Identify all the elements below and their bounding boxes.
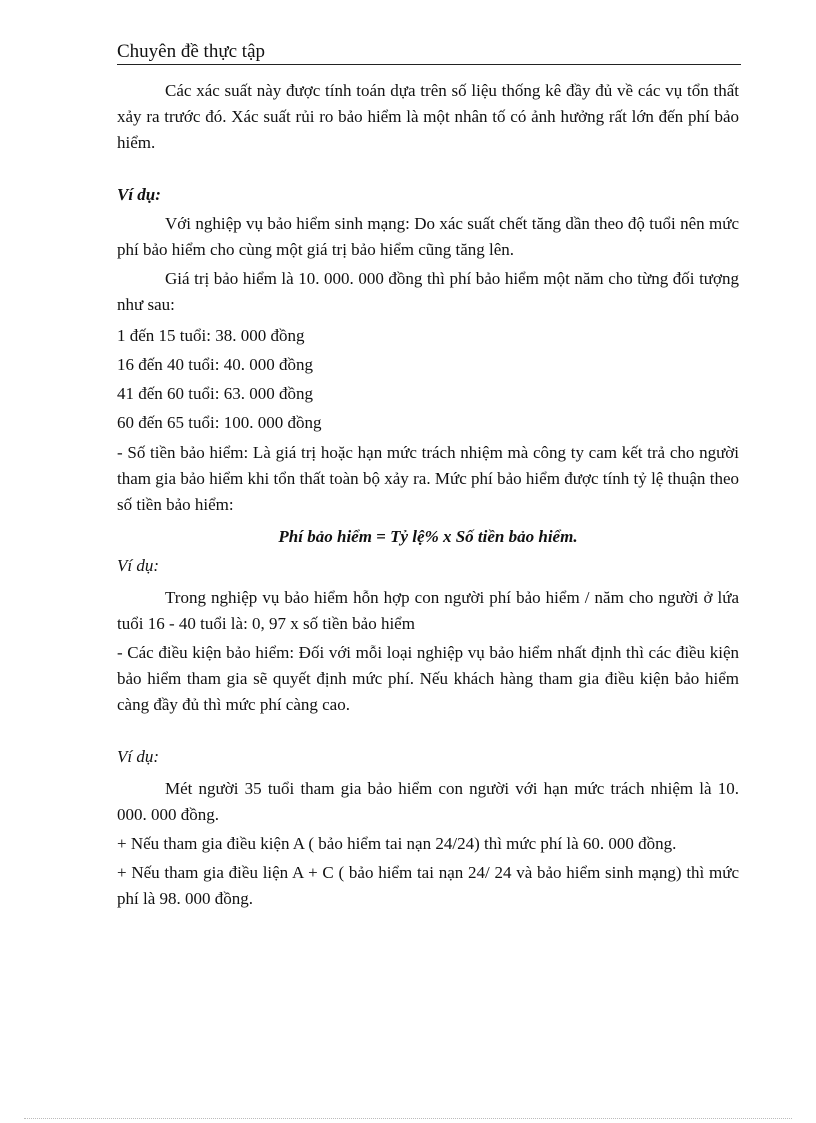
paragraph-condition-a: + Nếu tham gia điều kiện A ( bảo hiểm tai nạn 24/24) thì mức phí là 60. 000 đồng. (117, 834, 677, 853)
example-heading: Ví dụ: (117, 747, 160, 766)
age-premium-list (117, 321, 739, 437)
list-item: 60 đến 65 tuổi: 100. 000 đồng (117, 413, 322, 432)
list-item: 1 đến 15 tuổi: 38. 000 đồng (117, 326, 305, 345)
paragraph-mixed-insurance: Trong nghiệp vụ bảo hiểm hỗn hợp con người phí bảo hiểm / năm cho người ở lứa tuổi 16 - 40 tuổi là: 0, 97 x số tiền bảo hiểm (117, 588, 739, 633)
page-header: Chuyên đề thực tập (117, 40, 741, 65)
paragraph-sum-insured: - Số tiền bảo hiểm: Là giá trị hoặc hạn mức trách nhiệm mà công ty cam kết trả cho người tham gia bảo hiểm khi tổn thất toàn bộ xảy ra. Mức phí bảo hiểm được tính tỷ lệ thuận theo số tiền bảo hiểm: (117, 443, 739, 514)
paragraph-condition-ac: + Nếu tham gia điều liện A + C ( bảo hiểm tai nạn 24/ 24 và bảo hiểm sinh mạng) thì mức phí là 98. 000 đồng. (117, 863, 739, 908)
premium-formula: Phí bảo hiểm = Tỷ lệ% x Số tiền bảo hiểm. (278, 527, 578, 546)
paragraph-example-person: Mét người 35 tuổi tham gia bảo hiểm con người với hạn mức trách nhiệm là 10. 000. 000 đồng. (117, 779, 739, 824)
example-heading: Ví dụ: (117, 556, 160, 575)
paragraph-insured-value: Giá trị bảo hiểm là 10. 000. 000 đồng thì phí bảo hiểm một năm cho từng đối tượng như sau: (117, 269, 739, 314)
page-content (117, 78, 739, 912)
list-item: 41 đến 60 tuổi: 63. 000 đồng (117, 384, 313, 403)
example-heading: Ví dụ: (117, 185, 161, 204)
paragraph-probability: Các xác suất này được tính toán dựa trên số liệu thống kê đầy đủ về các vụ tổn thất xảy ra trước đó. Xác suất rủi ro bảo hiểm là một nhân tố có ảnh hưởng rất lớn đến phí bảo hiểm. (117, 81, 739, 152)
page-bottom-divider (24, 1118, 792, 1119)
list-item: 16 đến 40 tuổi: 40. 000 đồng (117, 355, 313, 374)
paragraph-life-insurance: Với nghiệp vụ bảo hiểm sinh mạng: Do xác suất chết tăng dần theo độ tuổi nên mức phí bảo hiểm cho cùng một giá trị bảo hiểm cũng tăng lên. (117, 214, 739, 259)
paragraph-conditions: - Các điều kiện bảo hiểm: Đối với mỗi loại nghiệp vụ bảo hiểm nhất định thì các điều kiện bảo hiểm tham gia sẽ quyết định mức phí. Nếu khách hàng tham gia điều kiện bảo hiểm càng đầy đủ thì mức phí càng cao. (117, 643, 739, 714)
